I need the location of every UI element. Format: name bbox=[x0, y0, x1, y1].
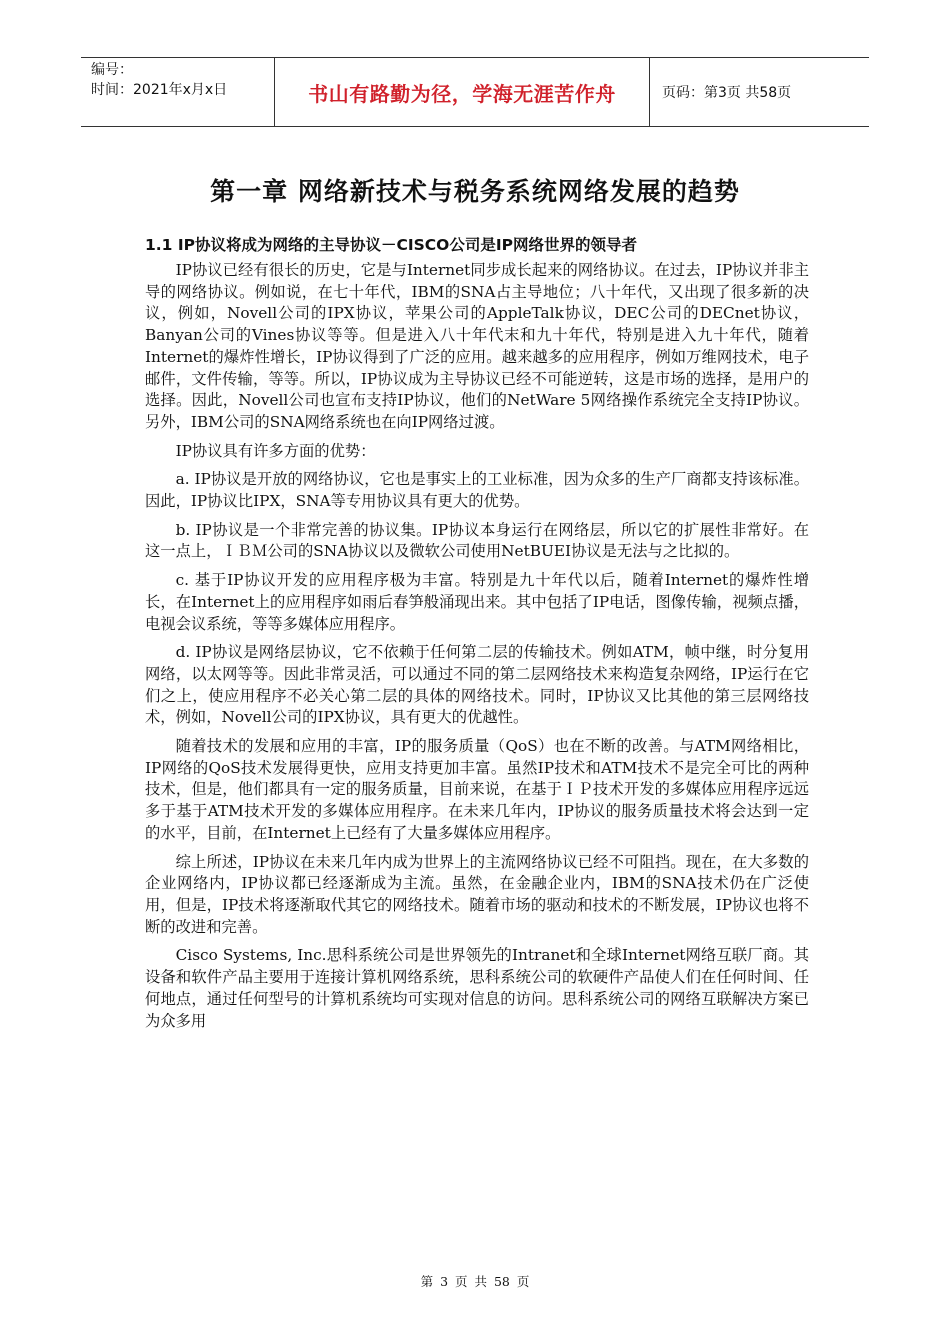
paragraph: Cisco Systems, Inc.思科系统公司是世界领先的Intranet和全球Internet网络互联厂商。其设备和软件产品主要用于连接计算机网络系统，思科系统公司的软硬件产品使人们在任何时间、任何地点，通过任何型号的计算机系统均可实现对信息的访问。思科系统公司的网络互联解决方案已为众多用 bbox=[145, 946, 809, 1030]
paragraph: IP协议已经有很长的历史，它是与Internet同步成长起来的网络协议。在过去，IP协议并非主导的网络协议。例如说，在七十年代，IBM的SNA占主导地位；八十年代，又出现了很多新的决议，例如，Novell公司的IPX协议，苹果公司的AppleTalk协议，DEC公司的DECnet协议，Banyan公司的Vines协议等等。但是进入八十年代末和九十年代，特别是进入九十年代，随着Internet的爆炸性增长，IP协议得到了广泛的应用。越来越多的应用程序，例如万维网技术，电子邮件，文件传输，等等。所以，IP协议成为主导协议已经不可能逆转，这是市场的选择，是用户的选择。因此，Novell公司也宣布支持IP协议，他们的NetWare 5网络操作系统完全支持IP协议。另外，IBM公司的SNA网络系统也在向IP网络过渡。 bbox=[145, 261, 809, 431]
paragraph: 综上所述，IP协议在未来几年内成为世界上的主流网络协议已经不可阻挡。现在，在大多数的企业网络内，IP协议都已经逐渐成为主流。虽然，在金融企业内，IBM的SNA技术仍在广泛使用，但是，IP技术将逐渐取代其它的网络技术。随着市场的驱动和技术的不断发展，IP协议也将不断的改进和完善。 bbox=[145, 852, 809, 936]
document-time-label: 时间：2021年x月x日 bbox=[91, 82, 228, 98]
paragraph: b. IP协议是一个非常完善的协议集。IP协议本身运行在网络层，所以它的扩展性非常好。在这一点上，ＩＢＭ公司的SNA协议以及微软公司使用NetBUEI协议是无法与之比拟的。 bbox=[145, 520, 809, 561]
page-header bbox=[81, 57, 869, 127]
header-motto: 书山有路勤为径，学海无涯苦作舟 bbox=[275, 58, 650, 126]
header-page-info: 页码：第3页 共58页 bbox=[662, 85, 792, 101]
page-footer: 第 3 页 共 58 页 bbox=[420, 1274, 530, 1289]
document-body bbox=[145, 260, 809, 1039]
chapter-title: 第一章 网络新技术与税务系统网络发展的趋势 bbox=[210, 177, 740, 206]
paragraph: c. 基于IP协议开发的应用程序极为丰富。特别是九十年代以后，随着Internet的爆炸性增长，在Internet上的应用程序如雨后春笋般涌现出来。其中包括了IP电话，图像传输，视频点播，电视会议系统，等等多媒体应用程序。 bbox=[145, 571, 809, 633]
paragraph: d. IP协议是网络层协议，它不依赖于任何第二层的传输技术。例如ATM，帧中继，时分复用网络，以太网等等。因此非常灵活，可以通过不同的第二层网络技术来构造复杂网络，IP运行在它们之上，使应用程序不必关心第二层的具体的网络技术。同时，IP协议又比其他的第三层网络技术，例如，Novell公司的IPX协议，具有更大的优越性。 bbox=[145, 643, 809, 727]
document-number-label: 编号： bbox=[91, 62, 133, 78]
paragraph: IP协议具有许多方面的优势： bbox=[175, 441, 376, 460]
paragraph: 随着技术的发展和应用的丰富，IP的服务质量（QoS）也在不断的改善。与ATM网络相比，IP网络的QoS技术发展得更快，应用支持更加丰富。虽然IP技术和ATM技术不是完全可比的两种技术，但是，他们都具有一定的服务质量，目前来说，在基于ＩＰ技术开发的多媒体应用程序远远多于基于ATM技术开发的多媒体应用程序。在未来几年内，IP协议的服务质量技术将会达到一定的水平，目前，在Internet上已经有了大量多媒体应用程序。 bbox=[145, 737, 809, 842]
paragraph: a. IP协议是开放的网络协议，它也是事实上的工业标准，因为众多的生产厂商都支持该标准。因此，IP协议比IPX，SNA等专用协议具有更大的优势。 bbox=[145, 470, 809, 511]
header-meta bbox=[81, 58, 275, 126]
section-heading: 1.1 IP协议将成为网络的主导协议－CISCO公司是IP网络世界的领导者 bbox=[145, 236, 637, 254]
